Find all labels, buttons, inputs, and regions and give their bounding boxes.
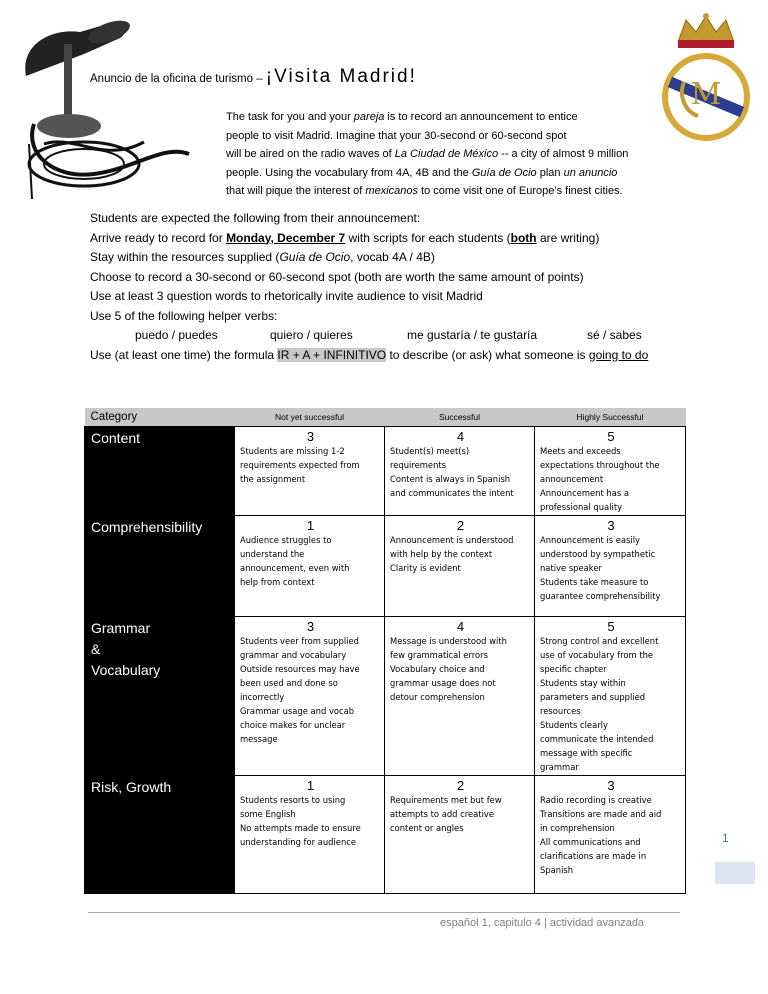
description-line: Audience struggles to (240, 535, 332, 545)
description-line: Strong control and excellent (540, 636, 659, 646)
description-line: Content is always in Spanish (390, 474, 511, 484)
category-label: Grammar (91, 620, 151, 636)
description-line: been used and done so (240, 678, 338, 688)
score-value: 2 (456, 778, 465, 793)
cell-description (240, 634, 381, 746)
description-line: clarifications are made in (540, 851, 647, 861)
rubric-table (84, 408, 686, 894)
rubric-row (85, 776, 686, 894)
footer-text: español 1, capitulo 4 | actividad avanzada (440, 917, 645, 929)
cell-description (240, 793, 381, 849)
description-line: message (240, 734, 278, 744)
description-line: attempts to add creative (390, 809, 495, 819)
score-value: 3 (607, 518, 615, 533)
description-line: Grammar usage and vocab (240, 706, 355, 716)
microphone-illustration (14, 14, 204, 204)
rubric-cell (385, 427, 535, 516)
page-tab-decoration (715, 862, 755, 884)
score-value: 1 (306, 518, 315, 533)
requirement-item: Arrive ready to record for Monday, December 7 with scripts for each students (both are writing) (90, 230, 600, 245)
cell-description (240, 533, 381, 589)
description-line: and communicates the intent (390, 488, 514, 498)
rubric-cell (385, 516, 535, 617)
cell-description (390, 533, 531, 575)
cell-description (540, 444, 682, 514)
description-line: announcement (540, 474, 604, 484)
rubric-header-row (85, 408, 686, 427)
score-value: 3 (306, 619, 315, 634)
description-line: professional quality (540, 502, 623, 512)
helper-verb: puedo / puedes (135, 328, 218, 342)
score-value: 4 (456, 619, 465, 634)
description-line: in comprehension (540, 823, 615, 833)
score-value: 2 (456, 518, 465, 533)
description-line: incorrectly (240, 692, 285, 702)
requirement-item: Use (at least one time) the formula IR + A + INFINITIVO to describe (or ask) what someone is going to do (90, 347, 649, 362)
description-line: Students resorts to using (240, 795, 346, 805)
description-line: requirements expected from (240, 460, 360, 470)
cell-description (240, 444, 381, 486)
description-line: Students take measure to (540, 577, 649, 587)
rubric-category (85, 427, 235, 516)
score-value: 3 (607, 778, 615, 793)
rubric-cell (535, 776, 686, 894)
requirement-item: Choose to record a 30-second or 60-second spot (both are worth the same amount of points) (90, 269, 584, 284)
category-label: & (91, 641, 101, 657)
description-line: Student(s) meet(s) (390, 446, 470, 456)
helper-verb: sé / sabes (587, 328, 642, 342)
description-line: Message is understood with (390, 636, 507, 646)
rubric-cell (535, 516, 686, 617)
rubric-row (85, 427, 686, 516)
score-value: 5 (607, 429, 615, 444)
helper-verb: me gustaría / te gustaría (407, 328, 538, 342)
score-value: 4 (456, 429, 465, 444)
cell-description (540, 634, 682, 774)
description-line: understand the (240, 549, 305, 559)
score-value: 5 (607, 619, 615, 634)
footer-divider (88, 912, 680, 913)
description-line: Students clearly (540, 720, 608, 730)
cell-description (540, 533, 682, 603)
column-header: Highly Successful (535, 408, 686, 427)
description-line: Radio recording is creative (540, 795, 652, 805)
description-line: content or angles (390, 823, 464, 833)
rubric-cell (535, 427, 686, 516)
category-label: Risk, Growth (91, 779, 172, 795)
description-line: with help by the context (390, 549, 493, 559)
score-value: 1 (306, 778, 315, 793)
description-line: All communications and (540, 837, 641, 847)
requirement-item: Stay within the resources supplied (Guía de Ocio, vocab 4A / 4B) (90, 250, 435, 264)
requirement-item: Use 5 of the following helper verbs: (90, 308, 278, 323)
description-line: help from context (240, 577, 315, 587)
intro-line: people. Using the vocabulary from 4A, 4B and the Guía de Ocio plan un anuncio (226, 166, 618, 179)
rubric-cell (535, 617, 686, 776)
rubric-cell (235, 516, 385, 617)
description-line: Announcement is easily (540, 535, 641, 545)
description-line: resources (540, 706, 581, 716)
description-line: guarantee comprehensibility (540, 591, 661, 601)
page-title (90, 66, 417, 88)
rubric-category (85, 776, 235, 894)
rubric-row (85, 617, 686, 776)
helper-verbs (90, 326, 700, 346)
score-value: 3 (306, 429, 315, 444)
category-label: Vocabulary (91, 662, 161, 678)
description-line: Students are missing 1-2 (240, 446, 345, 456)
description-line: communicate the intended (540, 734, 654, 744)
description-line: Clarity is evident (390, 563, 461, 573)
rubric-cell (235, 617, 385, 776)
requirements-list (90, 209, 700, 365)
description-line: use of vocabulary from the (540, 650, 654, 660)
description-line: few grammatical errors (390, 650, 488, 660)
description-line: Spanish (540, 865, 574, 875)
description-line: Announcement has a (540, 488, 630, 498)
description-line: Vocabulary choice and (390, 664, 485, 674)
description-line: No attempts made to ensure (240, 823, 361, 833)
description-line: choice makes for unclear (240, 720, 346, 730)
description-line: specific chapter (540, 664, 607, 674)
column-header: Category (85, 408, 235, 427)
category-label: Comprehensibility (91, 519, 203, 535)
helper-verb: quiero / quieres (270, 328, 353, 342)
description-line: Meets and exceeds (540, 446, 621, 456)
description-line: detour comprehension (390, 692, 485, 702)
rubric-category (85, 516, 235, 617)
rubric-cell (235, 427, 385, 516)
title-main: ¡Visita Madrid! (265, 66, 417, 87)
description-line: Transitions are made and aid (540, 809, 662, 819)
intro-line: that will pique the interest of mexicanos to come visit one of Europe’s finest cities. (226, 185, 623, 197)
intro-line: The task for you and your pareja is to record an announcement to entice (226, 111, 578, 123)
description-line: understanding for audience (240, 837, 357, 847)
requirement-item: Use at least 3 question words to rhetorically invite audience to visit Madrid (90, 289, 483, 303)
intro-line: people to visit Madrid. Imagine that your 30-second or 60-second spot (226, 129, 567, 142)
description-line: Announcement is understood (390, 535, 514, 545)
description-line: announcement, even with (240, 563, 350, 573)
rubric-cell (385, 617, 535, 776)
page-number: 1 (722, 831, 729, 845)
cell-description (540, 793, 682, 877)
rubric-cell (385, 776, 535, 894)
intro-paragraph (226, 108, 696, 201)
description-line: grammar (540, 762, 579, 772)
description-line: some English (240, 809, 296, 819)
rubric-category (85, 617, 235, 776)
description-line: requirements (390, 460, 447, 470)
description-line: Students stay within (540, 678, 626, 688)
intro-line: will be aired on the radio waves of La Ciudad de México -- a city of almost 9 million (226, 148, 629, 160)
column-header: Successful (385, 408, 535, 427)
svg-text:M: M (690, 77, 722, 112)
cell-description (390, 444, 531, 500)
description-line: understood by sympathetic (540, 549, 656, 559)
description-line: Students veer from supplied (240, 636, 359, 646)
description-line: the assignment (240, 474, 306, 484)
description-line: message with specific (540, 748, 633, 758)
description-line: native speaker (540, 563, 602, 573)
cell-description (390, 793, 531, 835)
description-line: grammar and vocabulary (240, 650, 347, 660)
column-header: Not yet successful (235, 408, 385, 427)
cell-description (390, 634, 531, 704)
title-prefix: Anuncio de la oficina de turismo – (90, 73, 266, 85)
rubric-row (85, 516, 686, 617)
description-line: grammar usage does not (390, 678, 496, 688)
description-line: parameters and supplied (540, 692, 646, 702)
description-line: Requirements met but few (390, 795, 502, 805)
requirements-heading: Students are expected the following from their announcement: (90, 211, 421, 225)
description-line: expectations throughout the (540, 460, 660, 470)
description-line: Outside resources may have (240, 664, 360, 674)
rubric-cell (235, 776, 385, 894)
category-label: Content (91, 430, 141, 446)
